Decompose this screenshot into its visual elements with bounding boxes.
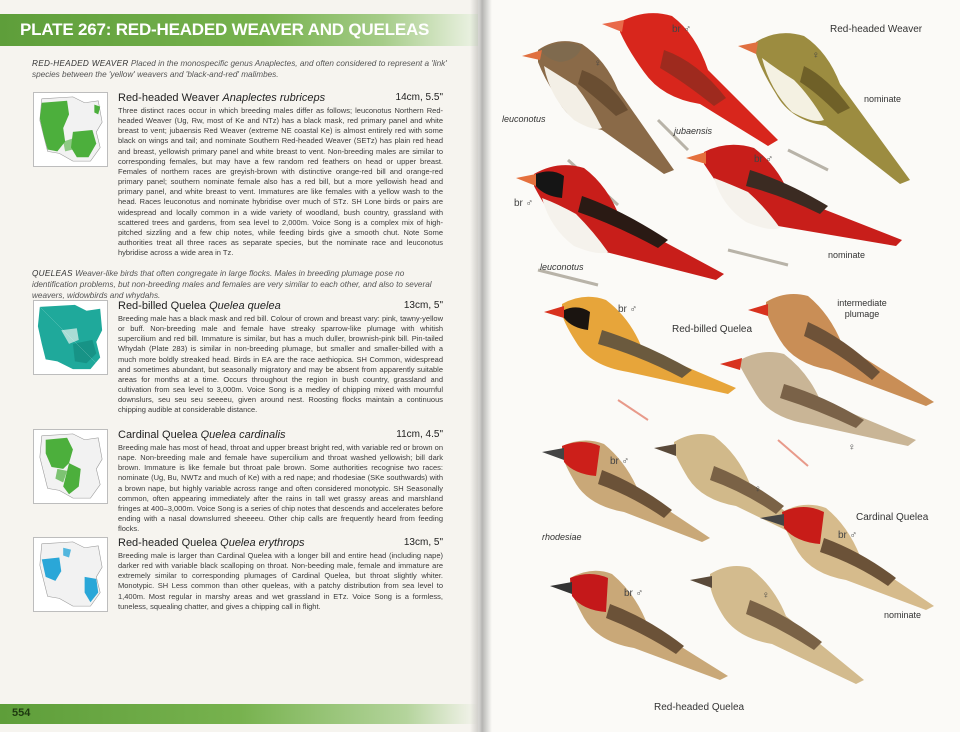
- label-female-1: ♀: [594, 58, 602, 69]
- label-nominate-1: nominate: [864, 94, 902, 104]
- right-page-plate: [478, 0, 960, 732]
- species-name-3: Cardinal Quelea Quelea cardinalis: [118, 429, 286, 441]
- species-text-1: Three distinct races occur in which breeding males differ as follows; leuconotus Northern Red-headed Weaver (Ug, Rw, most of Ke and NTz) has a black mask, red primary panel and white breast to vent; jubaensis Red Weaver (extreme NE coastal Ke) is almost entirely red with some black on wings and tail; and nominate Southern Red-headed Weaver (SETz) has plain red head and breast, yellowish primary panel and white breast to vent. Non-breeding males are similar to corresponding females, but may have a few random red feathers on head or upper breast. Females of northern races are greyish-brown with distinctive orange-red bill and orange-red primary panel; southern nominate female also has a red bill, but a more yellowish head and primary panel, and white breast to vent. Immatures are like females with a yellow wash to the head. Races leuconotus and nominate hybridise over much of STz. SH Lone birds or pairs are widespread and locally common in a wide variety of woodland, bush country, grassland with scattered trees and gardens, from sea level to 2,000m. Voice Song is a complex mix of high-pitched sizzling and a few chip notes, while feeding birds give a smooth chut. Note Some authorities treat all three races as separate species, but the nominate race and leuconotus hybridise across a wide area in Tz.: [118, 106, 443, 258]
- species-text-3: Breeding male has most of head, throat and upper breast bright red, with variable red or brown on nape. Non-breeding male and female have supercilium and throat washed yellowish; bill dark brown. Immature is like female but throat pale brown. Some authorities recognise two races: nominate (Ug, Bu, NWTz and much of Ke) with a red nape; and rhodesiae (SKe southwards) with a brown nape, but highly variable across range and often considered monotypic. SH Seasonally common, often appearing immediately after the rains in tall wet grassy areas and marshland fringes at 400–3,000m. Voice Song is a series of chip notes that descends and accelerates before ending with a nasal downslurred sheeeeu. Other chip calls are frequently heard from feeding flocks.: [118, 443, 443, 534]
- label-br-male-2: br ♂: [754, 154, 774, 165]
- intro-weaver: [32, 58, 452, 80]
- label-female-4: ♀: [754, 484, 762, 495]
- bird-red-billed-quelea-female: [720, 352, 916, 466]
- label-female-3: ♀: [848, 442, 856, 453]
- page-number-bar: [0, 704, 478, 724]
- label-br-male-3: br ♂: [514, 198, 534, 209]
- species-size-3: 11cm, 4.5": [396, 429, 443, 440]
- range-map-red-headed-quelea: [33, 537, 108, 612]
- intro-queleas: [32, 268, 452, 301]
- plate-title: PLATE 267: RED-HEADED WEAVER AND QUELEAS: [20, 20, 430, 39]
- label-br-male-6: br ♂: [838, 530, 858, 541]
- label-leuconotus-1: leuconotus: [502, 114, 546, 124]
- left-page: [0, 0, 478, 732]
- label-nominate-3: nominate: [884, 610, 922, 620]
- bird-red-billed-quelea-male: [544, 297, 736, 420]
- range-map-red-billed-quelea: [33, 300, 108, 375]
- intro-queleas-lead: QUELEAS: [32, 269, 73, 278]
- intro-weaver-lead: RED-HEADED WEAVER: [32, 59, 129, 68]
- species-name-4: Red-headed Quelea Quelea erythrops: [118, 537, 305, 549]
- species-header-3: [118, 429, 443, 442]
- intro-queleas-text: Weaver-like birds that often congregate in large flocks. Males in breeding plumage pose no identification problems, but non-breeding males and females are very similar to each other, and also to several weavers, widowbirds and whydahs.: [32, 269, 432, 300]
- label-leuconotus-2: leuconotus: [540, 262, 584, 272]
- page-number: 554: [12, 707, 31, 719]
- species-header-4: [118, 537, 443, 550]
- species-header-2: [118, 300, 443, 313]
- range-map-red-headed-weaver: [33, 92, 108, 167]
- book-gutter: [470, 0, 492, 732]
- label-red-billed-group: Red-billed Quelea: [672, 324, 753, 335]
- label-female-2: ♀: [812, 50, 820, 61]
- species-header-1: [118, 92, 443, 105]
- label-rhodesiae: rhodesiae: [542, 532, 582, 542]
- label-female-5: ♀: [762, 590, 770, 601]
- range-map-cardinal-quelea: [33, 429, 108, 504]
- species-name-2: Red-billed Quelea Quelea quelea: [118, 300, 281, 312]
- label-red-headed-group: Red-headed Quelea: [654, 702, 745, 713]
- species-text-4: Breeding male is larger than Cardinal Quelea with a longer bill and entire head (including nape) darker red with variable black scalloping on throat. Non-beeding male, female and immature are extremely similar to corresponding plumages of Cardinal Quelea, but throat slightly whiter. Monotypic. SH Less common than other queleas, with a patchy distribution from sea level to 1,400m. Most regular in marshy areas and wet grassland in ETz. Voice Song is a formless, tuneless, squealing chatter, and gives a chipping call in flight.: [118, 551, 443, 611]
- label-br-male-5: br ♂: [610, 456, 630, 467]
- label-nominate-2: nominate: [828, 250, 866, 260]
- label-cardinal-group: Cardinal Quelea: [856, 512, 929, 523]
- label-intermediate: intermediate plumage: [837, 298, 887, 319]
- label-jubaensis: jubaensis: [674, 126, 713, 136]
- species-size-2: 13cm, 5": [403, 300, 443, 311]
- label-weaver-group: Red-headed Weaver: [830, 24, 923, 35]
- intro-weaver-text: Placed in the monospecific genus Anaplectes, and often considered to represent a 'link' species between the 'yellow' weavers and 'black-and-red' malimbes.: [32, 59, 447, 79]
- label-br-male-1: br ♂: [672, 24, 692, 35]
- bird-plate-illustration: [478, 0, 960, 732]
- species-name-1: Red-headed Weaver Anaplectes rubriceps: [118, 92, 326, 104]
- species-text-2: Breeding male has a black mask and red bill. Colour of crown and breast vary: pink, tawny-yellow or buff. Non-breeding male and female have streaky sparrow-like plumage with whitish supercilium and red bill. Immature is similar, but has a much duller, brownish-pink bill. Pin-tailed Whydah (Plate 283) is similar in non-breeding plumage, but smaller and smaller-billed with a much more boldly streaked head. Birds in EA are the race aethiopica. SH Common, widespread and sometimes abundant, but seasonally migratory and may be absent from apparently suitable areas for months at a time. Occurs throughout the region in bush country, grassland and cultivation from sea level to 3,000m. Voice Song is a medley of chipping mixed with mournful downslurs, seu seu seu seeeeu, given around nest. Roosting flocks maintain a continuous chipping audible at considerable distance.: [118, 314, 443, 415]
- plate-title-bar: [0, 14, 478, 46]
- label-br-male-4: br ♂: [618, 304, 638, 315]
- bird-red-headed-quelea-female: [690, 566, 864, 684]
- species-size-4: 13cm, 5": [403, 537, 443, 548]
- species-size-1: 14cm, 5.5": [395, 92, 443, 103]
- bird-weaver-male-nominate: [686, 145, 902, 265]
- label-br-male-7: br ♂: [624, 588, 644, 599]
